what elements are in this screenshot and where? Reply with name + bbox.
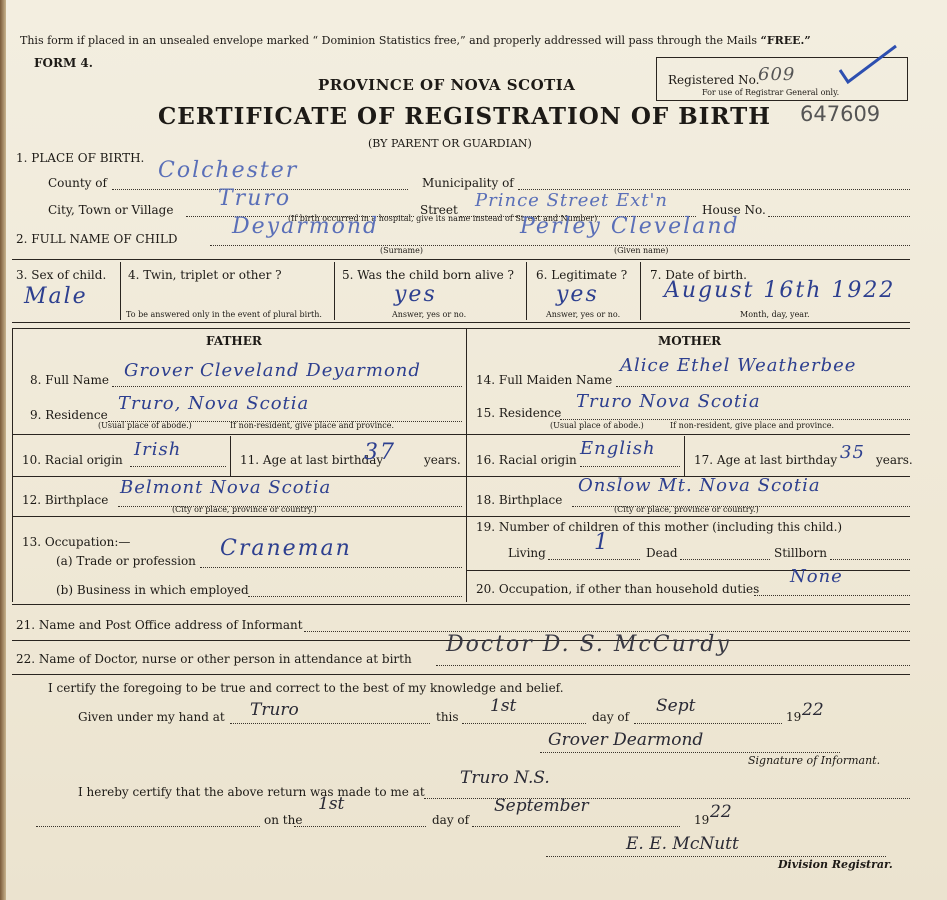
day-line bbox=[462, 723, 586, 724]
dead-label: Dead bbox=[646, 546, 678, 560]
cert-day-value: 1st bbox=[490, 696, 517, 716]
mother-residence-value: Truro Nova Scotia bbox=[576, 391, 761, 412]
parents-divider bbox=[466, 328, 467, 602]
dob-label: 7. Date of birth. bbox=[650, 268, 747, 282]
given-place-value: Truro bbox=[250, 700, 299, 720]
checkmark-icon bbox=[832, 40, 902, 90]
mother-birthplace-label: 18. Birthplace bbox=[476, 493, 563, 507]
father-birthplace-label: 12. Birthplace bbox=[22, 493, 109, 507]
rule bbox=[12, 674, 910, 675]
divider bbox=[684, 436, 685, 476]
father-occupation-label: 13. Occupation:— bbox=[22, 535, 131, 549]
child-surname: Deyarmond bbox=[232, 214, 380, 239]
registrar-signature: E. E. McNutt bbox=[626, 834, 739, 854]
registrar-year-value: 22 bbox=[710, 802, 732, 822]
doctor-line bbox=[436, 665, 910, 666]
mail-notice-text: This form if placed in an unsealed envelope marked “ Dominion Statistics free,” and properly addressed will pass through the Mails bbox=[20, 34, 757, 47]
rule bbox=[466, 570, 910, 571]
mother-residence-line bbox=[560, 419, 910, 420]
mother-birthplace-caption: (City or place, province or country.) bbox=[614, 505, 759, 514]
father-business-line bbox=[248, 596, 462, 597]
dob-value: August 16th 1922 bbox=[664, 278, 896, 303]
registrar-date-line bbox=[36, 826, 260, 827]
father-trade-value: Craneman bbox=[220, 536, 352, 561]
father-age-value: 37 bbox=[364, 440, 396, 465]
father-years: years. bbox=[424, 453, 461, 467]
father-birthplace-value: Belmont Nova Scotia bbox=[120, 477, 332, 498]
signature-line bbox=[540, 752, 840, 753]
mother-years: years. bbox=[876, 453, 913, 467]
father-residence-caption: (Usual place of abode.) bbox=[98, 421, 192, 430]
child-name-label: 2. FULL NAME OF CHILD bbox=[16, 232, 178, 246]
house-line bbox=[768, 216, 910, 217]
divider bbox=[526, 262, 527, 320]
mail-notice bbox=[20, 34, 811, 47]
mother-occupation-label: 20. Occupation, if other than household duties bbox=[476, 582, 760, 596]
mail-free-text: “FREE.” bbox=[760, 34, 811, 47]
alive-caption: Answer, yes or no. bbox=[392, 310, 467, 319]
mother-residence-caption: (Usual place of abode.) bbox=[550, 421, 644, 430]
registrar-day-of-label: day of bbox=[432, 813, 470, 827]
stillborn-label: Stillborn bbox=[774, 546, 827, 560]
father-birthplace-caption: (City or place, province or country.) bbox=[172, 505, 317, 514]
hospital-note: (If birth occurred in a hospital, give its name instead of Street and Number) bbox=[288, 214, 598, 223]
father-residence-label: 9. Residence bbox=[30, 408, 108, 422]
twin-label: 4. Twin, triplet or other ? bbox=[128, 268, 282, 282]
mother-name-label: 14. Full Maiden Name bbox=[476, 373, 613, 387]
registered-value: 609 bbox=[758, 64, 796, 85]
rule bbox=[12, 516, 910, 517]
registrar-day-line bbox=[294, 826, 426, 827]
living-label: Living bbox=[508, 546, 546, 560]
registrar-month-value: September bbox=[494, 796, 589, 816]
father-heading: FATHER bbox=[206, 334, 262, 348]
row-top-rule bbox=[12, 259, 910, 260]
certificate-subtitle: (BY PARENT OR GUARDIAN) bbox=[368, 137, 532, 150]
city-label: City, Town or Village bbox=[48, 203, 174, 217]
dead-line bbox=[680, 559, 770, 560]
divider bbox=[334, 262, 335, 320]
city-value: Truro bbox=[218, 186, 292, 211]
father-racial-value: Irish bbox=[134, 439, 182, 460]
registration-number: 647609 bbox=[800, 102, 881, 126]
twin-caption: To be answered only in the event of plural birth. bbox=[126, 310, 322, 319]
father-name-label: 8. Full Name bbox=[30, 373, 109, 387]
street-label: Street bbox=[420, 203, 458, 217]
registrar-signature-line bbox=[546, 856, 886, 857]
given-label: Given under my hand at bbox=[78, 710, 225, 724]
street-value: Prince Street Ext'n bbox=[475, 190, 669, 211]
divider bbox=[230, 436, 231, 476]
father-nonresident-caption: If non-resident, give place and province. bbox=[230, 421, 395, 430]
father-racial-line bbox=[130, 466, 226, 467]
signature-caption: Signature of Informant. bbox=[748, 754, 881, 767]
day-of-label: day of bbox=[592, 710, 630, 724]
mother-age-value: 35 bbox=[840, 442, 865, 463]
mother-name-value: Alice Ethel Weatherbee bbox=[620, 355, 857, 376]
mother-occupation-line bbox=[754, 595, 910, 596]
mother-racial-label: 16. Racial origin bbox=[476, 453, 577, 467]
on-the-label: on the bbox=[264, 813, 303, 827]
registrar-caption: Division Registrar. bbox=[778, 858, 893, 871]
province-heading: PROVINCE OF NOVA SCOTIA bbox=[318, 76, 576, 94]
informant-signature: Grover Dearmond bbox=[548, 730, 704, 750]
registrar-month-line bbox=[472, 826, 680, 827]
registrar-day-value: 1st bbox=[318, 794, 345, 814]
form-number: FORM 4. bbox=[34, 56, 93, 70]
place-of-birth-label: 1. PLACE OF BIRTH. bbox=[16, 151, 145, 165]
page-edge bbox=[0, 0, 6, 900]
informant-label: 21. Name and Post Office address of Informant bbox=[16, 618, 303, 632]
divider bbox=[640, 262, 641, 320]
stillborn-line bbox=[830, 559, 910, 560]
mother-birthplace-value: Onslow Mt. Nova Scotia bbox=[578, 475, 821, 496]
father-name-line bbox=[112, 386, 462, 387]
alive-label: 5. Was the child born alive ? bbox=[342, 268, 514, 282]
father-trade-label: (a) Trade or profession bbox=[56, 554, 196, 568]
father-age-label: 11. Age at last birthday bbox=[240, 453, 384, 467]
legitimate-label: 6. Legitimate ? bbox=[536, 268, 628, 282]
living-value: 1 bbox=[594, 530, 610, 555]
father-residence-value: Truro, Nova Scotia bbox=[118, 393, 310, 414]
dob-caption: Month, day, year. bbox=[740, 310, 810, 319]
living-line bbox=[548, 559, 640, 560]
child-given-name: Perley Cleveland bbox=[520, 214, 740, 239]
mother-occupation-value: None bbox=[790, 566, 843, 587]
mother-nonresident-caption: If non-resident, give place and province. bbox=[670, 421, 835, 430]
county-label: County of bbox=[48, 176, 107, 190]
alive-value: yes bbox=[394, 282, 437, 307]
legitimate-caption: Answer, yes or no. bbox=[546, 310, 621, 319]
doctor-value: Doctor D. S. McCurdy bbox=[446, 632, 731, 657]
county-value: Colchester bbox=[158, 158, 299, 183]
municipality-label: Municipality of bbox=[422, 176, 514, 190]
registrar-certify-text: I hereby certify that the above return was made to me at bbox=[78, 785, 425, 799]
month-line bbox=[634, 723, 782, 724]
rule bbox=[12, 434, 910, 435]
registrar-use-note: For use of Registrar General only. bbox=[702, 88, 840, 97]
mother-residence-label: 15. Residence bbox=[476, 406, 562, 420]
sex-value: Male bbox=[24, 284, 88, 309]
rule bbox=[12, 604, 910, 605]
given-caption: (Given name) bbox=[614, 246, 669, 255]
sex-label: 3. Sex of child. bbox=[16, 268, 107, 282]
doctor-label: 22. Name of Doctor, nurse or other person in attendance at birth bbox=[16, 652, 412, 666]
house-label: House No. bbox=[702, 203, 766, 217]
row-bottom-rule bbox=[12, 322, 910, 323]
registered-label: Registered No. bbox=[668, 73, 760, 87]
year-prefix: 19 bbox=[786, 710, 802, 724]
parents-top-rule bbox=[12, 328, 910, 329]
given-place-line bbox=[230, 723, 430, 724]
children-count-label: 19. Number of children of this mother (including this child.) bbox=[476, 520, 843, 534]
cert-year-value: 22 bbox=[802, 700, 824, 720]
mother-age-label: 17. Age at last birthday bbox=[694, 453, 838, 467]
mother-racial-value: English bbox=[580, 438, 656, 459]
registrar-place-value: Truro N.S. bbox=[460, 768, 550, 788]
father-business-label: (b) Business in which employed bbox=[56, 583, 249, 597]
registrar-year-prefix: 19 bbox=[694, 813, 710, 827]
mother-name-line bbox=[616, 386, 910, 387]
parents-left-border bbox=[12, 328, 13, 602]
legitimate-value: yes bbox=[556, 282, 599, 307]
father-racial-label: 10. Racial origin bbox=[22, 453, 123, 467]
father-trade-line bbox=[200, 567, 462, 568]
cert-month-value: Sept bbox=[656, 696, 696, 716]
certify-text: I certify the foregoing to be true and correct to the best of my knowledge and belief. bbox=[48, 681, 564, 695]
certificate-title: CERTIFICATE OF REGISTRATION OF BIRTH bbox=[158, 103, 771, 130]
surname-caption: (Surname) bbox=[380, 246, 423, 255]
this-label: this bbox=[436, 710, 459, 724]
father-name-value: Grover Cleveland Deyarmond bbox=[124, 360, 421, 381]
child-name-line bbox=[210, 245, 910, 246]
mother-racial-line bbox=[580, 466, 680, 467]
mother-heading: MOTHER bbox=[658, 334, 722, 348]
divider bbox=[120, 262, 121, 320]
